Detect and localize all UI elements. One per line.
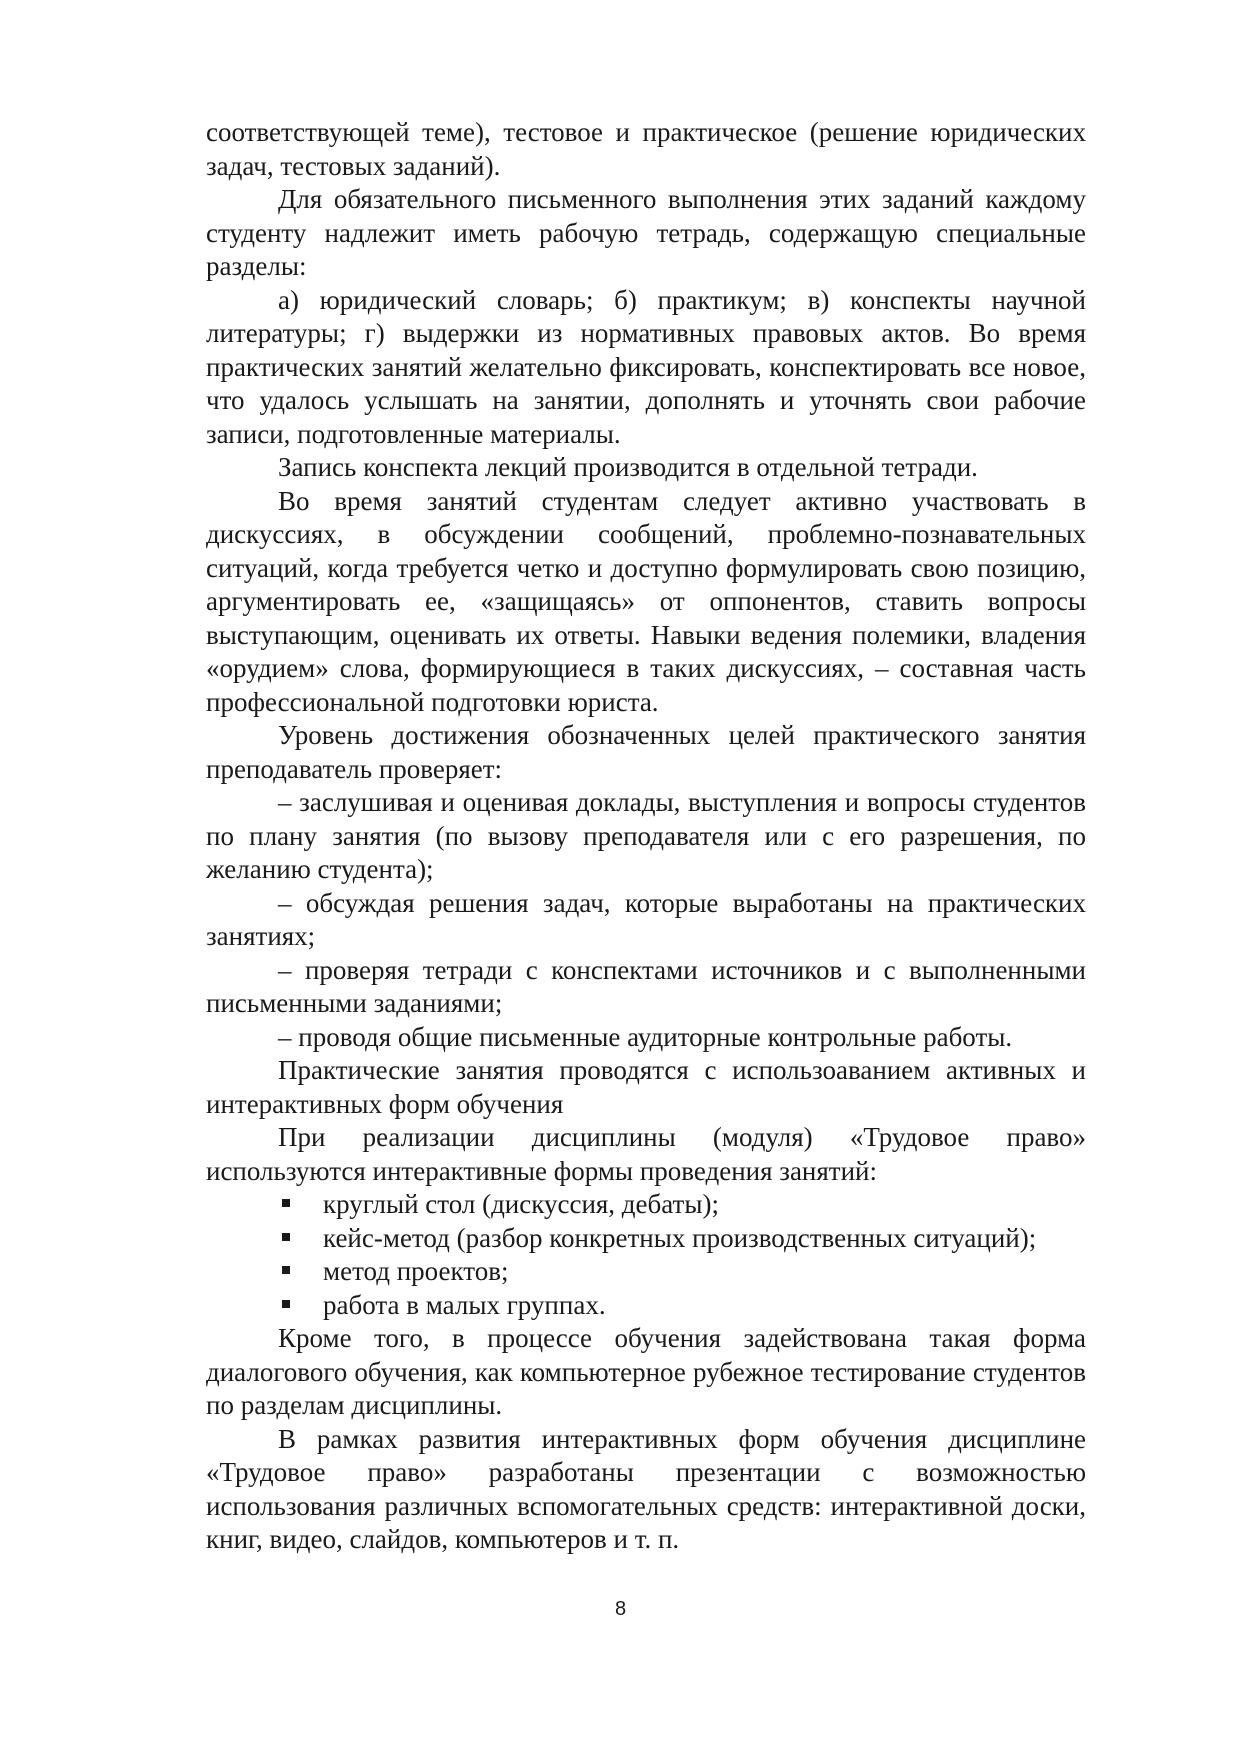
assessment-item-reports: – заслушивая и оценивая доклады, выступления и вопросы студентов по плану занятия (по вызову преподавателя или с его разрешения, по желанию студента); — [206, 787, 1086, 884]
square-bullet-icon — [282, 1266, 290, 1274]
bullet-text: кейс-метод (разбор конкретных производственных ситуаций); — [323, 1222, 1037, 1253]
bullet-item — [206, 1222, 1086, 1256]
bullet-text: метод проектов; — [323, 1256, 509, 1286]
paragraph-continuation: соответствующей теме), тестовое и практическое (решение юридических задач, тестовых заданий). — [206, 117, 1086, 181]
paragraph-testing: Кроме того, в процессе обучения задействована такая форма диалогового обучения, как компьютерное рубежное тестирование студентов по разделам дисциплины. — [206, 1323, 1086, 1420]
bullet-text: работа в малых группах. — [323, 1289, 606, 1320]
paragraph-assessment-intro: Уровень достижения обозначенных целей практического занятия преподаватель проверяет: — [206, 720, 1086, 784]
assessment-item-tasks: – обсуждая решения задач, которые выработаны на практических занятиях; — [206, 887, 1086, 951]
bullet-item — [206, 1255, 1086, 1289]
paragraph-interactive-forms: Практические занятия проводятся с использоаванием активных и интерактивных форм обучения — [206, 1055, 1086, 1119]
paragraph-workbook: Для обязательного письменного выполнения этих заданий каждому студенту надлежит иметь рабочую тетрадь, содержащую специальные разделы: — [206, 184, 1086, 281]
document-page — [206, 116, 1086, 1557]
paragraph-discussions: Во время занятий студентам следует активно участвовать в дискуссиях, в обсуждении сообщений, проблемно-познавательных ситуаций, когда требуется четко и доступно формулировать свою позицию, аргументировать ее, «защищаясь» от оппонентов, ставить вопросы выступающим, оценивать их ответы. Навыки ведения полемики, владения «орудием» слова, формирующиеся в таких дискуссиях, – составная часть профессиональной подготовки юриста. — [206, 485, 1086, 717]
assessment-item-tests: – проводя общие письменные аудиторные контрольные работы. — [278, 1021, 1013, 1052]
assessment-item-notebooks: – проверяя тетради с конспектами источников и с выполненными письменными заданиями; — [206, 954, 1086, 1018]
paragraph-presentations: В рамках развития интерактивных форм обучения дисциплине «Трудовое право» разработаны презентации с возможностью использования различных вспомогательных средств: интерактивной доски, книг, видео, слайдов, компьютеров и т. п. — [206, 1423, 1086, 1554]
square-bullet-icon — [282, 1233, 290, 1241]
paragraph-lecture-notes: Запись конспекта лекций производится в отдельной тетради. — [278, 452, 978, 482]
bullet-item — [206, 1188, 1086, 1222]
paragraph-sections: а) юридический словарь; б) практикум; в) конспекты научной литературы; г) выдержки из нормативных правовых актов. Во время практических занятий желательно фиксировать, конспектировать все новое, что удалось услышать на занятии, дополнять и уточнять свои рабочие записи, подготовленные материалы. — [206, 284, 1086, 449]
square-bullet-icon — [282, 1300, 290, 1308]
paragraph-discipline-forms: При реализации дисциплины (модуля) «Трудовое право» используются интерактивные формы проведения занятий: — [206, 1122, 1086, 1186]
bullet-item — [206, 1289, 1086, 1323]
page-number: 8 — [614, 1598, 627, 1620]
bullet-text: круглый стол (дискуссия, дебаты); — [323, 1189, 719, 1219]
square-bullet-icon — [282, 1199, 290, 1207]
